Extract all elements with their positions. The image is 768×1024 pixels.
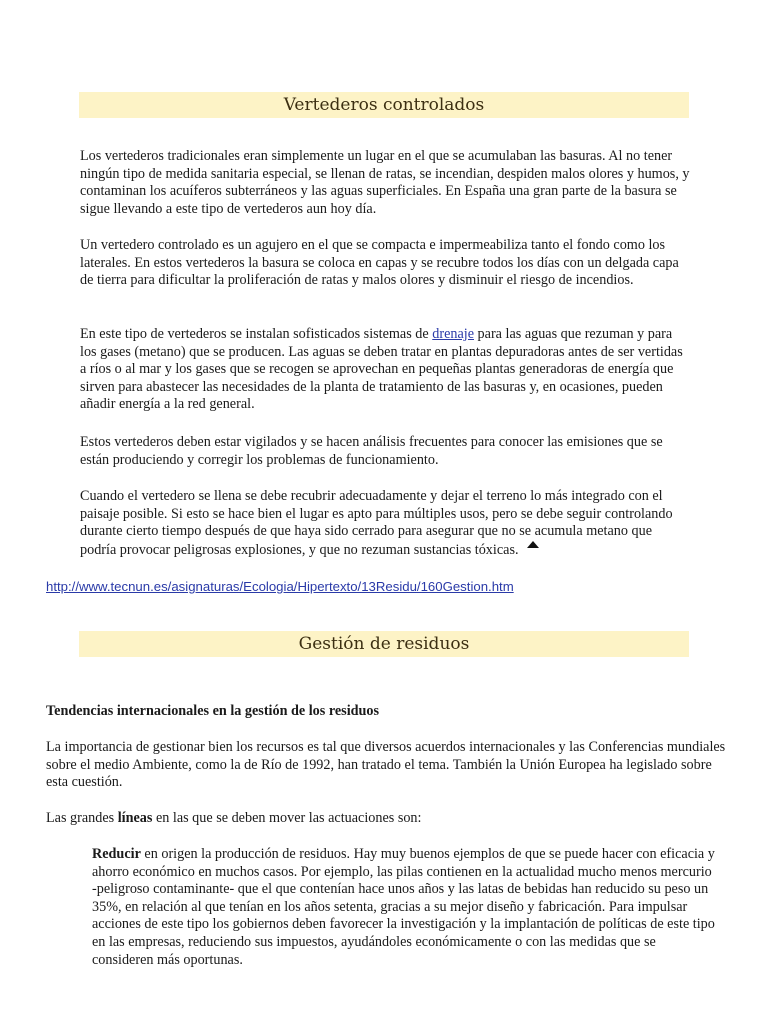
- drenaje-link[interactable]: drenaje: [432, 326, 474, 342]
- section-header-vertederos: [79, 92, 689, 118]
- paragraph-vertedero-controlado: Un vertedero controlado es un agujero en el que se compacta e impermeabiliza tanto el fondo como los laterales. En estos vertederos la basura se coloca en capas y se recubre todos los días con un delgada capa de tierra para dificultar la proliferación de ratas y malos olores y disminuir el riesgo de incendios.: [80, 237, 679, 289]
- paragraph-vertederos-tradicionales: Los vertederos tradicionales eran simplemente un lugar en el que se acumulaban las basuras. Al no tener ningún tipo de medida sanitaria especial, se llenan de ratas, se incendian, despiden malos olores y humos, y contaminan los acuíferos subterráneos y las aguas superficiales. En España una gran parte de la basura se sigue llevando a este tipo de vertederos aun hoy día.: [80, 148, 690, 217]
- section-header-gestion: [79, 631, 689, 657]
- paragraph-text: en las que se deben mover las actuaciones son:: [152, 810, 422, 826]
- paragraph-text: para las aguas que rezuman y para los gases (metano) que se producen. Las aguas se deben tratar en plantas depuradoras antes de ser vertidas a ríos o al mar y los gases que se recogen se aprovechan en pequeñas plantas generadoras de energía que sirven para abastecer las necesidades de la planta de tratamiento de las basuras y, en ocasiones, pueden añadir energía a la red general.: [80, 326, 683, 413]
- paragraph-reducir: [92, 846, 717, 969]
- paragraph-cierre-vertedero: [80, 488, 690, 559]
- paragraph-text: En este tipo de vertederos se instalan sofisticados sistemas de: [80, 326, 433, 342]
- paragraph-text: en origen la producción de residuos. Hay muy buenos ejemplos de que se puede hacer con eficacia y ahorro económico en muchos casos. Por ejemplo, las pilas contienen en la actualidad mucho menos mercurio -peligroso contaminante- que el que contenían hace unos años y las latas de bebidas han reducido su peso un 35%, en relación al que tenían en los años setenta, gracias a su mejor diseño y fabricación. Para impulsar acciones de este tipo los gobiernos deben favorecer la investigación y la implantación de políticas de este tipo en las empresas, reduciendo sus impuestos, ayudándoles económicamente o con las medidas que se consideren más oportunas.: [92, 846, 715, 968]
- paragraph-lineas: [46, 810, 726, 828]
- paragraph-vigilancia: Estos vertederos deben estar vigilados y se hacen análisis frecuentes para conocer las emisiones que se están produciendo y corregir los problemas de funcionamiento.: [80, 434, 663, 468]
- bold-text: Reducir: [92, 846, 141, 862]
- paragraph-text: Cuando el vertedero se llena se debe recubrir adecuadamente y dejar el terreno lo más integrado con el paisaje posible. Si esto se hace bien el lugar es apto para múltiples usos, pero se debe seguir controlando durante cierto tiempo después de que haya sido cerrado para asegurar que no se acumula metano que podría provocar peligrosas explosiones, y que no rezuman sustancias tóxicas.: [80, 488, 673, 558]
- subtitle-text: Tendencias internacionales en la gestión de los residuos: [46, 703, 380, 719]
- source-link[interactable]: http://www.tecnun.es/asignaturas/Ecologia/Hipertexto/13Residu/160Gestion.htm: [46, 579, 514, 594]
- up-arrow-icon[interactable]: [527, 541, 539, 548]
- bold-text: líneas: [117, 810, 153, 826]
- section-title: Vertederos controlados: [283, 95, 485, 115]
- paragraph-importancia: La importancia de gestionar bien los recursos es tal que diversos acuerdos internacionales y las Conferencias mundiales sobre el medio Ambiente, como la de Río de 1992, han tratado el tema. También la Unión Europea ha legislado sobre esta cuestión.: [46, 739, 726, 791]
- section-title: Gestión de residuos: [298, 634, 470, 654]
- paragraph-text: Las grandes: [46, 810, 118, 826]
- section-subtitle: [46, 703, 726, 721]
- paragraph-drenaje: [80, 326, 690, 414]
